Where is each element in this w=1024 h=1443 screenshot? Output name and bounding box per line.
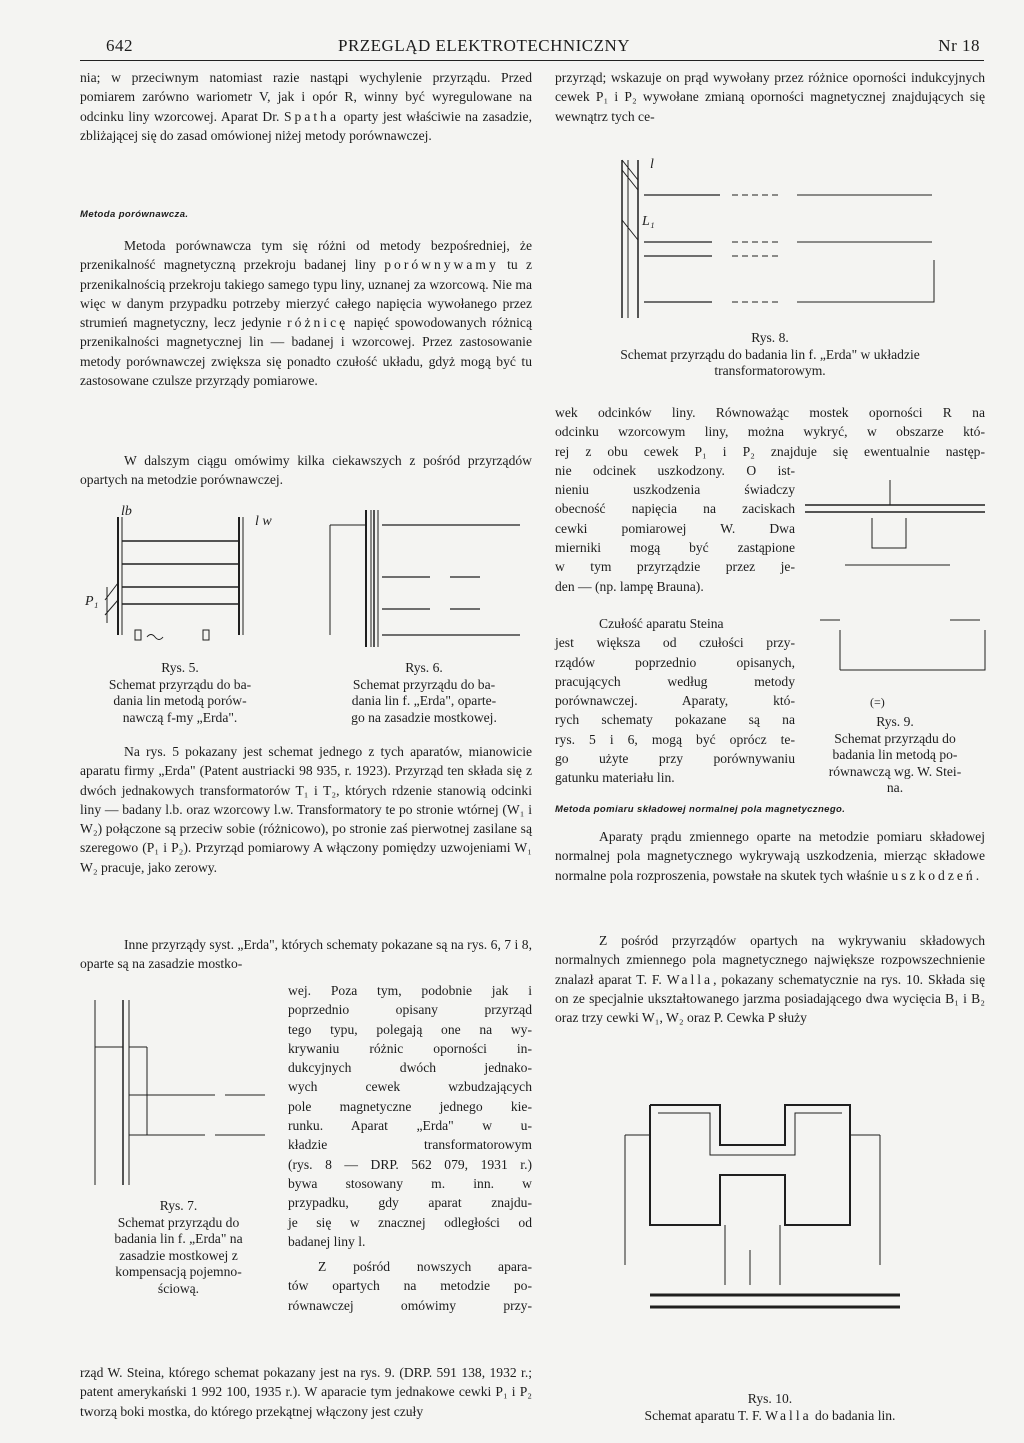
text-line: badanej liny l. xyxy=(288,1233,366,1249)
label-eq: (=) xyxy=(870,695,885,709)
left-paragraph-6 xyxy=(288,981,532,1315)
page-number: 642 xyxy=(106,36,133,55)
section-heading-normal-component: Metoda pomiaru składowej normalnej pola magnetycznego. xyxy=(555,804,846,815)
text-line: je się w znacznej odległości od xyxy=(288,1214,532,1230)
right-paragraph-1: przyrząd; wskazuje on prąd wywołany przez różnice oporności indukcyjnych cewek P₁ i P₂ wywołane zmianą oporności magnetycznej znajdujących się wewnątrz tych ce- xyxy=(555,70,985,124)
right-paragraph-5: Z pośród przyrządów opartych na wykrywaniu składowych normalnych zmiennego pola magnetycznego największe rozpowszechnienie znalazł aparat T. F. Walla, pokazany schematycznie na rys. 10. Składa się on ze specjalnie ukształtowanego jarzma posiadającego dwa wycięcia B₁ i B₂ oraz trzy cewki W₁, W₂ oraz P. Cewka P służy xyxy=(555,933,985,1026)
figure-8-caption-line: Schemat przyrządu do badania lin f. „Erda" w układzie xyxy=(620,346,920,362)
text-line: tego typu, polegają one na wy- xyxy=(288,1021,532,1037)
text-line: jest większa od czułości przy- xyxy=(555,635,795,651)
figure-7-caption xyxy=(76,1198,281,1297)
text-line: gatunku materiału lin. xyxy=(555,770,675,786)
figure-9-caption-line: równawczą wg. W. Stei- xyxy=(828,763,962,779)
figure-7-number: Rys. 7. xyxy=(159,1198,198,1213)
text-line: w tym przyrządzie przez je- xyxy=(555,559,795,575)
figure-5-schematic xyxy=(85,505,285,655)
figure-6-caption-line: Schemat przyrządu do ba- xyxy=(352,676,496,692)
left-paragraph-3: W dalszym ciągu omówimy kilka ciekawszych z pośród przyrządów opartych na metodzie porównawczej. xyxy=(80,453,532,488)
figure-10-number: Rys. 10. xyxy=(747,1391,793,1406)
text-line: kładzie transformatorowym xyxy=(288,1137,532,1153)
figure-9-caption-line: badania lin metodą po- xyxy=(832,747,958,762)
text-line: odcinku wzorcowym liny, można wykryć, w obszarze któ- xyxy=(555,424,985,440)
figure-5-number: Rys. 5. xyxy=(161,660,199,675)
right-paragraph-4: Aparaty prądu zmiennego oparte na metodzie pomiaru składowej normalnej pola magnetycznego wykrywają uszkodzenia, mierząc składowe normalne pola rozproszenia, powstałe na skutek tych właśnie uszkodzeń. xyxy=(555,829,985,883)
figure-9-caption xyxy=(800,714,990,797)
figure-9-schematic xyxy=(800,470,1000,710)
figure-7-schematic xyxy=(85,985,285,1195)
text-line: den — (np. lampę Brauna). xyxy=(555,578,704,594)
figure-9-caption-line: Schemat przyrządu do xyxy=(834,730,956,746)
text-line: wej. Poza tym, podobnie jak i xyxy=(288,983,532,998)
text-line: cewki pomiarowej W. Dwa xyxy=(555,520,795,536)
figure-6-caption-line: dania lin f. „Erda", oparte- xyxy=(351,693,497,708)
running-header xyxy=(80,34,984,61)
left-paragraph-5: Inne przyrządy syst. „Erda", których schematy pokazane są na rys. 6, 7 i 8, oparte są na zasadzie mostko- xyxy=(80,937,532,972)
figure-7-caption-line: badania lin f. „Erda" na xyxy=(114,1231,243,1246)
left-paragraph-7: rząd W. Steina, którego schemat pokazany jest na rys. 9. (DRP. 591 138, 1932 r.; patent amerykański 1 992 100, 1935 r.). W aparacie tym jednakowe cewki P₁ i P₂ tworzą boki mostka, do którego przekątnej włączony jest czuły xyxy=(80,1365,532,1419)
text-line: rządów poprzednio opisanych, xyxy=(555,654,795,670)
figure-5-caption-line: dania lin metodą porów- xyxy=(113,693,247,708)
figure-8-caption xyxy=(555,330,985,380)
figure-8-schematic xyxy=(612,150,942,330)
figure-8-number: Rys. 8. xyxy=(751,330,789,345)
figure-5-caption-line: nawczą f-my „Erda". xyxy=(122,709,238,725)
label-lw: l w xyxy=(255,514,272,529)
text-line: równawczej omówimy przy- xyxy=(288,1297,532,1313)
text-line: mierniki mogą być zastąpione xyxy=(555,540,795,556)
text-line: nie odcinek uszkodzony. O ist- xyxy=(555,462,795,478)
text-line: porównawczej. Aparaty, któ- xyxy=(555,693,795,709)
figure-6-number: Rys. 6. xyxy=(405,660,443,675)
text-line: pole magnetyczne jednego kie- xyxy=(288,1098,532,1114)
figure-7-caption-line: ściową. xyxy=(157,1280,200,1296)
text-line: rych schematy pokazane są na xyxy=(555,712,795,728)
text-line: tów opartych na metodzie po- xyxy=(288,1278,532,1294)
section-heading-comparative: Metoda porównawcza. xyxy=(80,209,189,220)
label-l: l xyxy=(650,157,654,172)
text-line: obecność napięcia na zaciskach xyxy=(555,501,795,517)
figure-7-caption-line: zasadzie mostkowej z xyxy=(119,1247,238,1263)
text-line: nieniu uszkodzenia świadczy xyxy=(555,482,795,498)
text-line: krywaniu różnic oporności in- xyxy=(288,1040,532,1056)
figure-6-caption xyxy=(314,660,534,726)
text-line: bywa stosowany m. inn. w xyxy=(288,1175,532,1191)
text-line: wych cewek wzbudzających xyxy=(288,1079,532,1095)
figure-6-schematic xyxy=(330,505,530,655)
figure-10-schematic xyxy=(610,1085,950,1385)
figure-9-number: Rys. 9. xyxy=(876,714,914,729)
label-p1: P₁ xyxy=(85,594,99,609)
figure-5-caption xyxy=(80,660,280,726)
figure-7-caption-line: Schemat przyrządu do xyxy=(117,1214,240,1230)
figure-8-caption-line: transformatorowym. xyxy=(714,363,826,378)
text-line: (rys. 8 — DRP. 562 079, 1931 r.) xyxy=(288,1156,532,1172)
issue-number: Nr 18 xyxy=(938,36,980,55)
figure-10-caption-line: Schemat aparatu T. F. Walla do badania lin. xyxy=(644,1407,896,1423)
text-line: Czułość aparatu Steina xyxy=(599,616,724,631)
left-paragraph-2: Metoda porównawcza tym się różni od metody bezpośredniej, że przenikalność magnetyczną przekroju badanej liny porównywamy tu z przenikalnością przekroju takiego samego typu liny, uznanej za wzorcową. Nie ma więc w danym przypadku potrzeby mierzyć całego napięcia wywołanego przez strumień magnetyczny, lecz jedynie różnicę napięć spowodowanych różnicą przenikalności magnetycznej lin — badanej i wzorcowej. Przez zastosowanie metody porównawczej zwiększa się ponadto czułość układu, gdyż mogą być tu zastosowane czulsze przyrządy pomiarowe. xyxy=(80,238,532,389)
left-paragraph-1: nia; w przeciwnym natomiast razie nastąpi wychylenie przyrządu. Przed pomiarem zarówno wariometr V, jak i opór R, winny być wyregulowane na odcinku liny wzorcowej. Aparat Dr. Spatha oparty jest właściwie na zasadzie, zbliżającej się do zasad omówionej niżej metody porównawczej. xyxy=(80,70,532,143)
right-paragraph-3 xyxy=(555,614,795,788)
figure-9-caption-line: na. xyxy=(886,780,904,795)
figure-10-caption xyxy=(555,1391,985,1424)
text-line: rys. 5 i 6, mogą być oprócz te- xyxy=(555,731,795,747)
label-lb: lb xyxy=(121,504,132,519)
text-line: wek odcinków liny. Równoważąc mostek oporności R na xyxy=(555,405,985,420)
left-paragraph-4: Na rys. 5 pokazany jest schemat jednego z tych aparatów, mianowicie aparatu firmy „Erda" (Patent austriacki 98 935, r. 1923). Przyrząd ten składa się z dwóch jednakowych transformatorów T₁ i T₂, których rdzenie stanowią odcinki liny — badany l.b. oraz wzorcowy l.w. Transformatory te po stronie wtórnej (W₁ i W₂) połączone są przeciw sobie (różnicowo), po stronie zaś pierwotnej zasilane są szeregowo (P₁ i P₂). Przyrząd pomiarowy A włączony pomiędzy uzwojeniami W₁ W₂ pracuje, jako zerowy. xyxy=(80,744,532,875)
text-line: przypadku, gdy aparat znajdu- xyxy=(288,1195,532,1211)
figure-6-caption-line: go na zasadzie mostkowej. xyxy=(351,709,497,725)
text-line: rej z obu cewek P₁ i P₂ znajduje się ewentualnie następ- xyxy=(555,443,985,459)
figure-7-caption-line: kompensacją pojemno- xyxy=(115,1264,242,1279)
label-l1: L₁ xyxy=(642,214,655,229)
text-line: dukcyjnych dwóch jednako- xyxy=(288,1060,532,1076)
journal-title: PRZEGLĄD ELEKTROTECHNICZNY xyxy=(338,36,631,55)
text-line: pracujących według metody xyxy=(555,673,795,689)
text-line: Z pośród nowszych apara- xyxy=(318,1259,532,1275)
text-line: poprzednio opisany przyrząd xyxy=(288,1002,532,1018)
figure-5-caption-line: Schemat przyrządu do ba- xyxy=(108,676,252,692)
text-line: go użyte przy porównywaniu xyxy=(555,751,795,767)
text-line: runku. Aparat „Erda" w u- xyxy=(288,1118,532,1134)
